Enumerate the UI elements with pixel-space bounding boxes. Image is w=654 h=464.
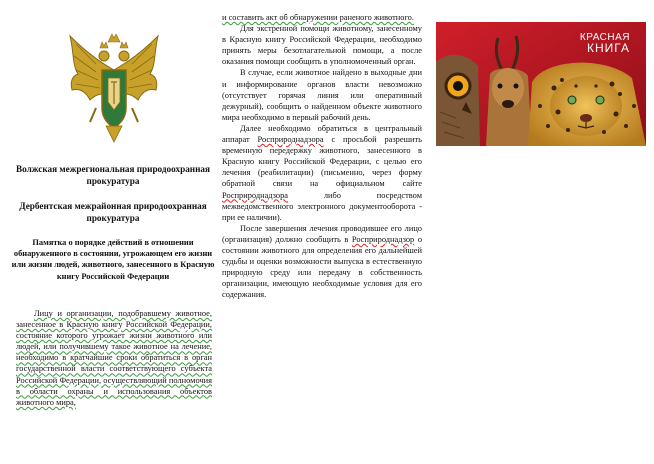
middle-paragraph-0: и составить акт об обнаружении раненого животного. xyxy=(222,13,414,22)
red-book-title-line1: КРАСНАЯ xyxy=(579,32,630,43)
org-title-volga: Волжская межрегиональная природоохранная прокуратура xyxy=(16,164,210,186)
red-book-cover xyxy=(436,22,646,146)
middle-column xyxy=(222,13,423,300)
org-title-derbent: Дербентская межрайонная природоохранная прокуратура xyxy=(19,201,207,223)
p4-agency: Росприроднадзор xyxy=(351,234,415,244)
prosecutor-emblem-icon xyxy=(66,30,162,144)
p3-agency-1: Росприроднадзора xyxy=(257,135,324,145)
memo-title: Памятка о порядке действий в отношении обнаруженного в состоянии, угрожающем его жизни или жизни людей, животного, занесенного в Красную книгу Российской Федерации xyxy=(11,238,215,281)
red-book-title xyxy=(580,32,630,54)
middle-paragraph-2: В случае, если животное найдено в выходные дни и информирование органов власти невозможно (отсутствует горячая линия или оперативный дежурный), сообщить о найденном объекте животного мира необходимо в первый рабочий день. xyxy=(222,68,422,122)
p4-text-c: о состоянии животного для определения его дальнейшей судьбы и оценки возможности выпуска в естественную природную среду или передачу в собственность организации, имеющую необходимые условия для его содержания. xyxy=(222,234,422,300)
p3-text-c: с просьбой разрешить временную передержку животного, занесенного в Красную книгу Российской Федерации, с целью его лечения (реабилитации) (письменно, через форму обратной связи на официальном сайте xyxy=(222,135,423,189)
red-book-title-line2: КНИГА xyxy=(587,41,630,55)
left-paragraph: Лицу и организации, подобравшему животное, занесенное в Красную книгу Российской Федерации, состояние которого угрожает жизни животного или людей, или получившему такое животное на лечение, необходимо в кратчайшие сроки обратиться в орган государственной власти соответствующего субъекта Российской Федерации, осуществляющий полномочия в области охраны и использования объектов животного мира, xyxy=(16,309,212,407)
middle-paragraph-1: Для экстренной помощи животному, занесенному в Красную книгу Российской Федерации, необходимо принять меры безотлагательной помощи, а после оказания помощи сообщить в уполномоченный орган. xyxy=(222,24,422,67)
middle-paragraph-3 xyxy=(222,123,422,223)
p3-text-e: либо посредством межведомственного электронного документооборота - при ее наличии). xyxy=(222,190,422,222)
middle-paragraph-4 xyxy=(222,223,422,301)
p3-text-a: Далее необходимо обратиться в центральный аппарат xyxy=(222,123,422,145)
p3-agency-2: Росприроднадзора xyxy=(222,190,289,200)
p4-text-a: После завершения лечения проводившее его лицо (организация) должно сообщить в xyxy=(222,223,422,244)
